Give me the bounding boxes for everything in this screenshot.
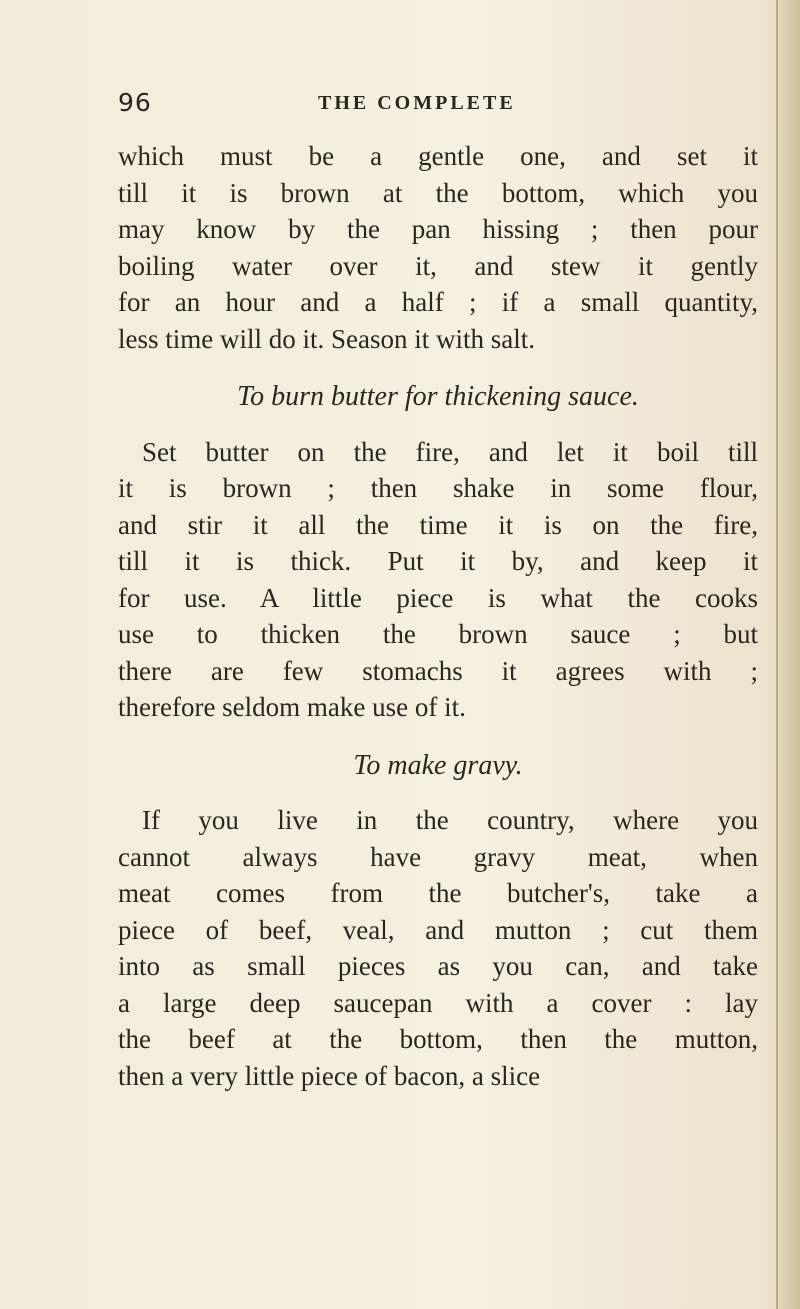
- text-line: till it is thick. Put it by, and keep it: [118, 546, 758, 576]
- text-line: piece of beef, veal, and mutton ; cut them: [118, 914, 758, 945]
- text-line: then a very little piece of bacon, a slice: [118, 1060, 541, 1091]
- text-line: If you live in the country, where you: [142, 805, 758, 835]
- text-line: it is brown ; then shake in some flour,: [118, 473, 758, 503]
- text-line: into as small pieces as you can, and take: [118, 951, 758, 981]
- paragraph-3: [118, 802, 758, 1094]
- page-body: [118, 138, 758, 1094]
- section-heading: To make gravy.: [353, 749, 523, 781]
- text-line: for an hour and a half ; if a small quantity,: [118, 287, 758, 317]
- text-line: may know by the pan hissing ; then pour: [118, 214, 758, 244]
- text-line: which must be a gentle one, and set it: [118, 141, 758, 171]
- text-line: there are few stomachs it agrees with ;: [118, 655, 758, 686]
- paragraph-1: [118, 138, 758, 357]
- page-edge: [776, 0, 800, 1309]
- text-line: less time will do it. Season it with salt.: [118, 323, 535, 354]
- text-line: boiling water over it, and stew it gently: [118, 250, 758, 281]
- text-line: for use. A little piece is what the cooks: [118, 582, 758, 613]
- text-line: meat comes from the butcher's, take a: [118, 878, 758, 908]
- running-head: THE COMPLETE: [318, 92, 516, 114]
- text-line: till it is brown at the bottom, which you: [118, 177, 758, 208]
- page-number: 96: [118, 88, 152, 117]
- paragraph-2: [118, 434, 758, 726]
- text-line: the beef at the bottom, then the mutton,: [118, 1024, 758, 1054]
- section-heading: To burn butter for thickening sauce.: [237, 381, 639, 412]
- text-line: and stir it all the time it is on the fire,: [118, 509, 758, 540]
- text-line: a large deep saucepan with a cover : lay: [118, 987, 758, 1018]
- text-line: Set butter on the fire, and let it boil till: [142, 436, 758, 467]
- text-line: cannot always have gravy meat, when: [118, 841, 758, 872]
- page-header: [118, 88, 758, 128]
- text-line: therefore seldom make use of it.: [118, 692, 466, 722]
- text-line: use to thicken the brown sauce ; but: [118, 619, 758, 649]
